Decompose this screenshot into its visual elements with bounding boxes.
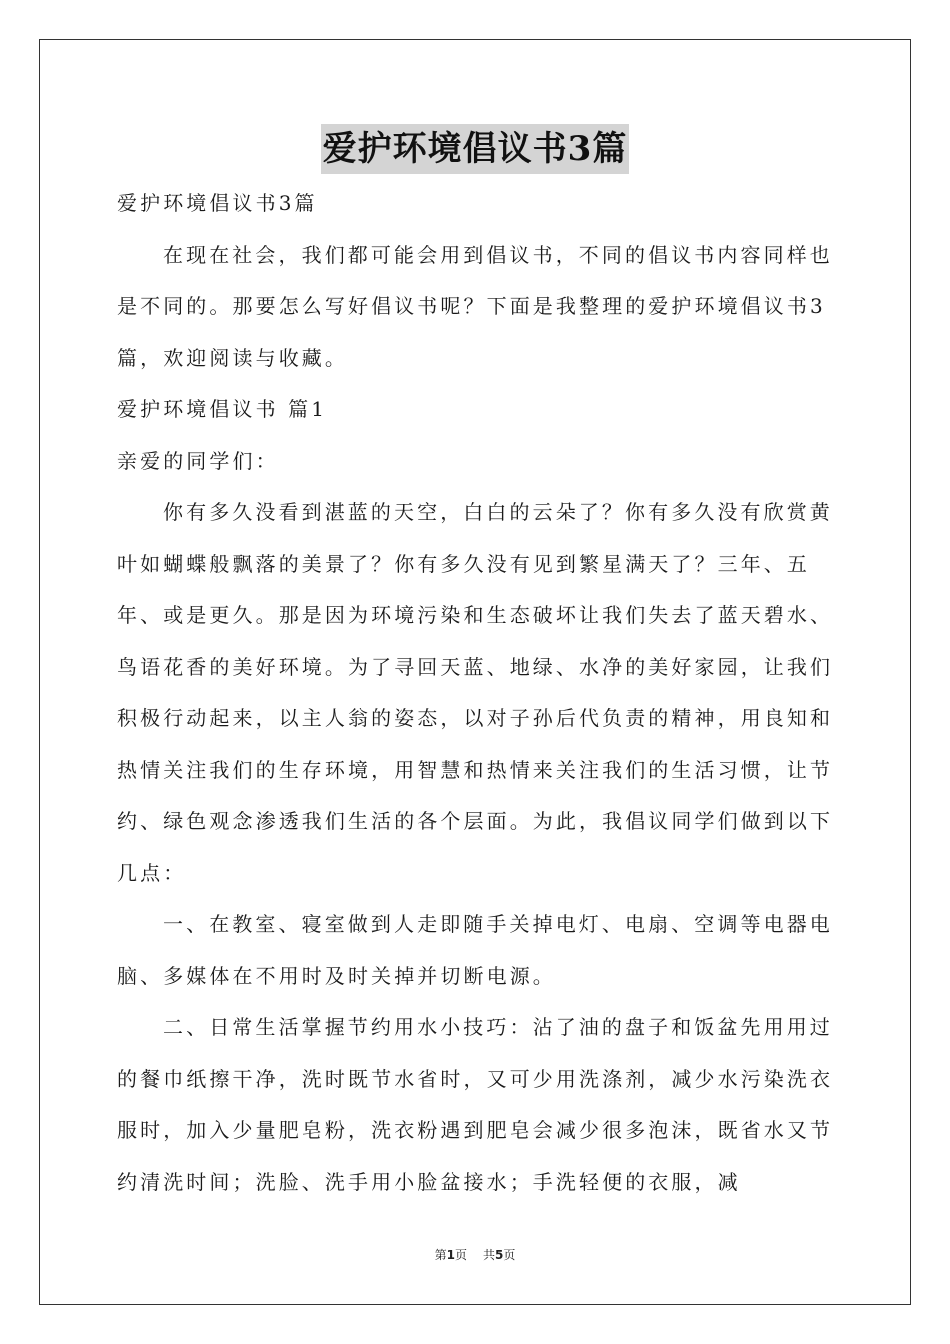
page-current: 1 xyxy=(446,1248,455,1262)
page-total: 5 xyxy=(495,1248,504,1262)
page-suffix: 页 xyxy=(454,1248,467,1262)
total-suffix: 页 xyxy=(503,1248,516,1262)
body-paragraph: 你有多久没看到湛蓝的天空，白白的云朵了？你有多久没有欣赏黄叶如蝴蝶般飘落的美景了？你有多久没有见到繁星满天了？三年、五年、或是更久。那是因为环境污染和生态破坏让我们失去了蓝天碧水、鸟语花香的美好环境。为了寻回天蓝、地绿、水净的美好家园，让我们积极行动起来，以主人翁的姿态，以对子孙后代负责的精神，用良知和热情关注我们的生存环境，用智慧和热情来关注我们的生活习惯，让节约、绿色观念渗透我们生活的各个层面。为此，我倡议同学们做到以下几点： xyxy=(117,500,834,885)
list-item-paragraph: 二、日常生活掌握节约用水小技巧：沾了油的盘子和饭盆先用用过的餐巾纸擦干净，洗时既节水省时，又可少用洗涤剂，减少水污染洗衣服时，加入少量肥皂粉，洗衣粉遇到肥皂会减少很多泡沫，既省水又节约清洗时间；洗脸、洗手用小脸盆接水；手洗轻便的衣服，减 xyxy=(117,1015,834,1194)
document-title: 爱护环境倡议书3篇 xyxy=(321,124,630,174)
intro-paragraph: 在现在社会，我们都可能会用到倡议书，不同的倡议书内容同样也是不同的。那要怎么写好倡议书呢？下面是我整理的爱护环境倡议书3篇，欢迎阅读与收藏。 xyxy=(117,242,833,370)
subtitle-line: 爱护环境倡议书3篇 xyxy=(117,191,318,215)
salutation: 亲爱的同学们： xyxy=(117,448,279,473)
title-container xyxy=(0,124,950,174)
page-footer xyxy=(0,1246,950,1263)
section-heading: 爱护环境倡议书 篇1 xyxy=(117,397,328,421)
total-prefix: 共 xyxy=(483,1248,496,1262)
page-prefix: 第 xyxy=(434,1248,447,1262)
list-item-paragraph: 一、在教室、寝室做到人走即随手关掉电灯、电扇、空调等电器电脑、多媒体在不用时及时关掉并切断电源。 xyxy=(117,912,833,988)
document-body xyxy=(117,178,837,1208)
